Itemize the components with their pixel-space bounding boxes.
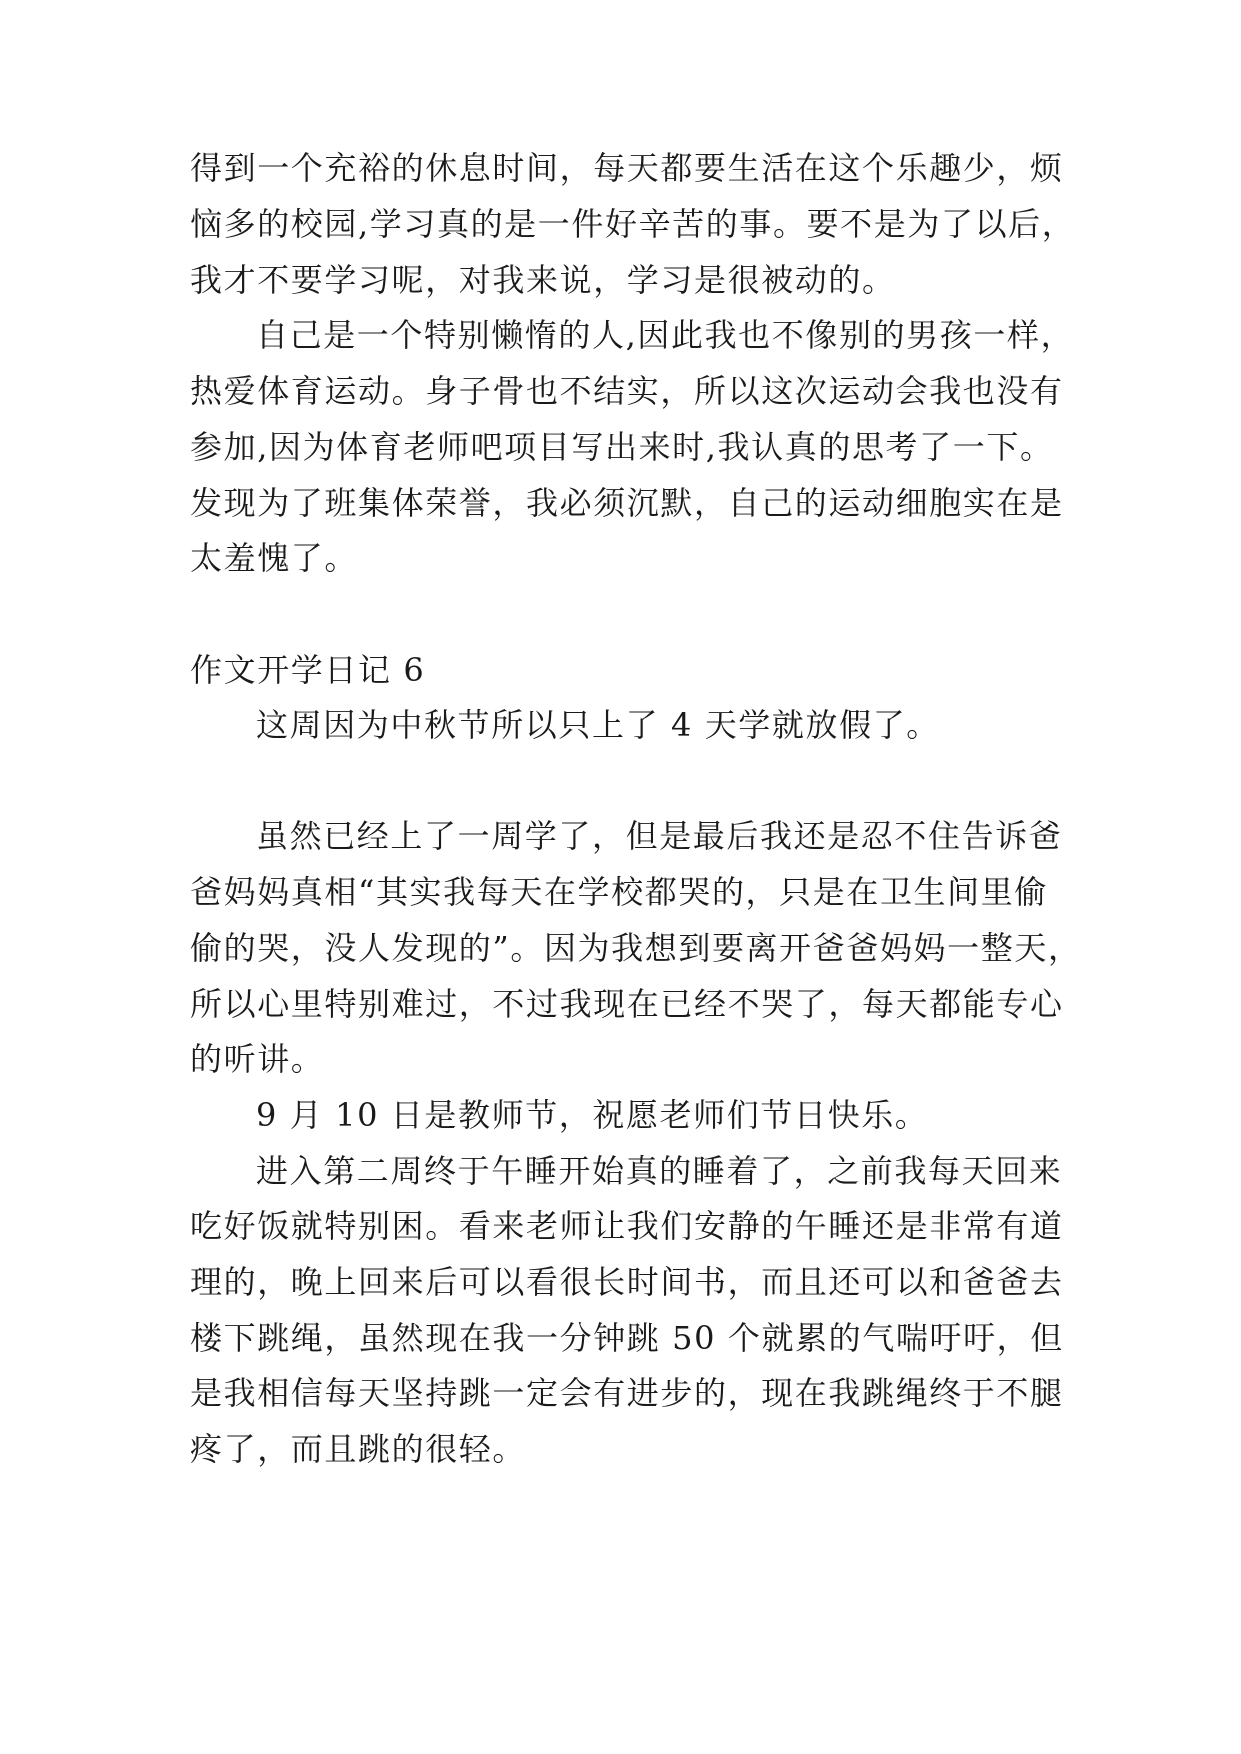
body-text-line: 所以心里特别难过，不过我现在已经不哭了，每天都能专心: [190, 985, 1064, 1023]
body-text-line: 我才不要学习呢，对我来说，学习是很被动的。: [190, 261, 896, 299]
body-text-line: 的听讲。: [190, 1040, 325, 1078]
body-text-line: 自己是一个特别懒惰的人,因此我也不像别的男孩一样，: [256, 316, 1075, 354]
body-text-line: 恼多的校园,学习真的是一件好辛苦的事。要不是为了以后，: [190, 205, 1076, 243]
body-text-line: 楼下跳绳，虽然现在我一分钟跳 50 个就累的气喘吁吁，但: [190, 1319, 1064, 1357]
body-text-line: 爸妈妈真相“其实我每天在学校都哭的，只是在卫生间里偷: [190, 873, 1048, 911]
body-text-line: 得到一个充裕的休息时间，每天都要生活在这个乐趣少，烦: [190, 149, 1064, 187]
body-text-line: 疼了，而且跳的很轻。: [190, 1430, 527, 1468]
body-text-line: 偷的哭，没人发现的”。因为我想到要离开爸爸妈妈一整天，: [190, 929, 1082, 967]
body-text-line: 发现为了班集体荣誉，我必须沉默，自己的运动细胞实在是: [190, 484, 1064, 522]
body-text-line: 是我相信每天坚持跳一定会有进步的，现在我跳绳终于不腿: [190, 1374, 1064, 1412]
body-text-line: 理的，晚上回来后可以看很长时间书，而且还可以和爸爸去: [190, 1263, 1064, 1301]
body-text-line: 参加,因为体育老师吧项目写出来时,我认真的思考了一下。: [190, 428, 1054, 466]
body-text-line: 进入第二周终于午睡开始真的睡着了，之前我每天回来: [256, 1152, 1063, 1190]
body-text-line: 吃好饭就特别困。看来老师让我们安静的午睡还是非常有道: [190, 1207, 1064, 1245]
body-text-line: 太羞愧了。: [190, 539, 359, 577]
body-text-line: 热爱体育运动。身子骨也不结实，所以这次运动会我也没有: [190, 372, 1064, 410]
body-text-line: 这周因为中秋节所以只上了 4 天学就放假了。: [256, 706, 940, 744]
body-text-line: 9 月 10 日是教师节，祝愿老师们节日快乐。: [256, 1096, 929, 1134]
body-text-line: 虽然已经上了一周学了，但是最后我还是忍不住告诉爸: [256, 817, 1063, 855]
section-heading: 作文开学日记 6: [190, 651, 426, 689]
